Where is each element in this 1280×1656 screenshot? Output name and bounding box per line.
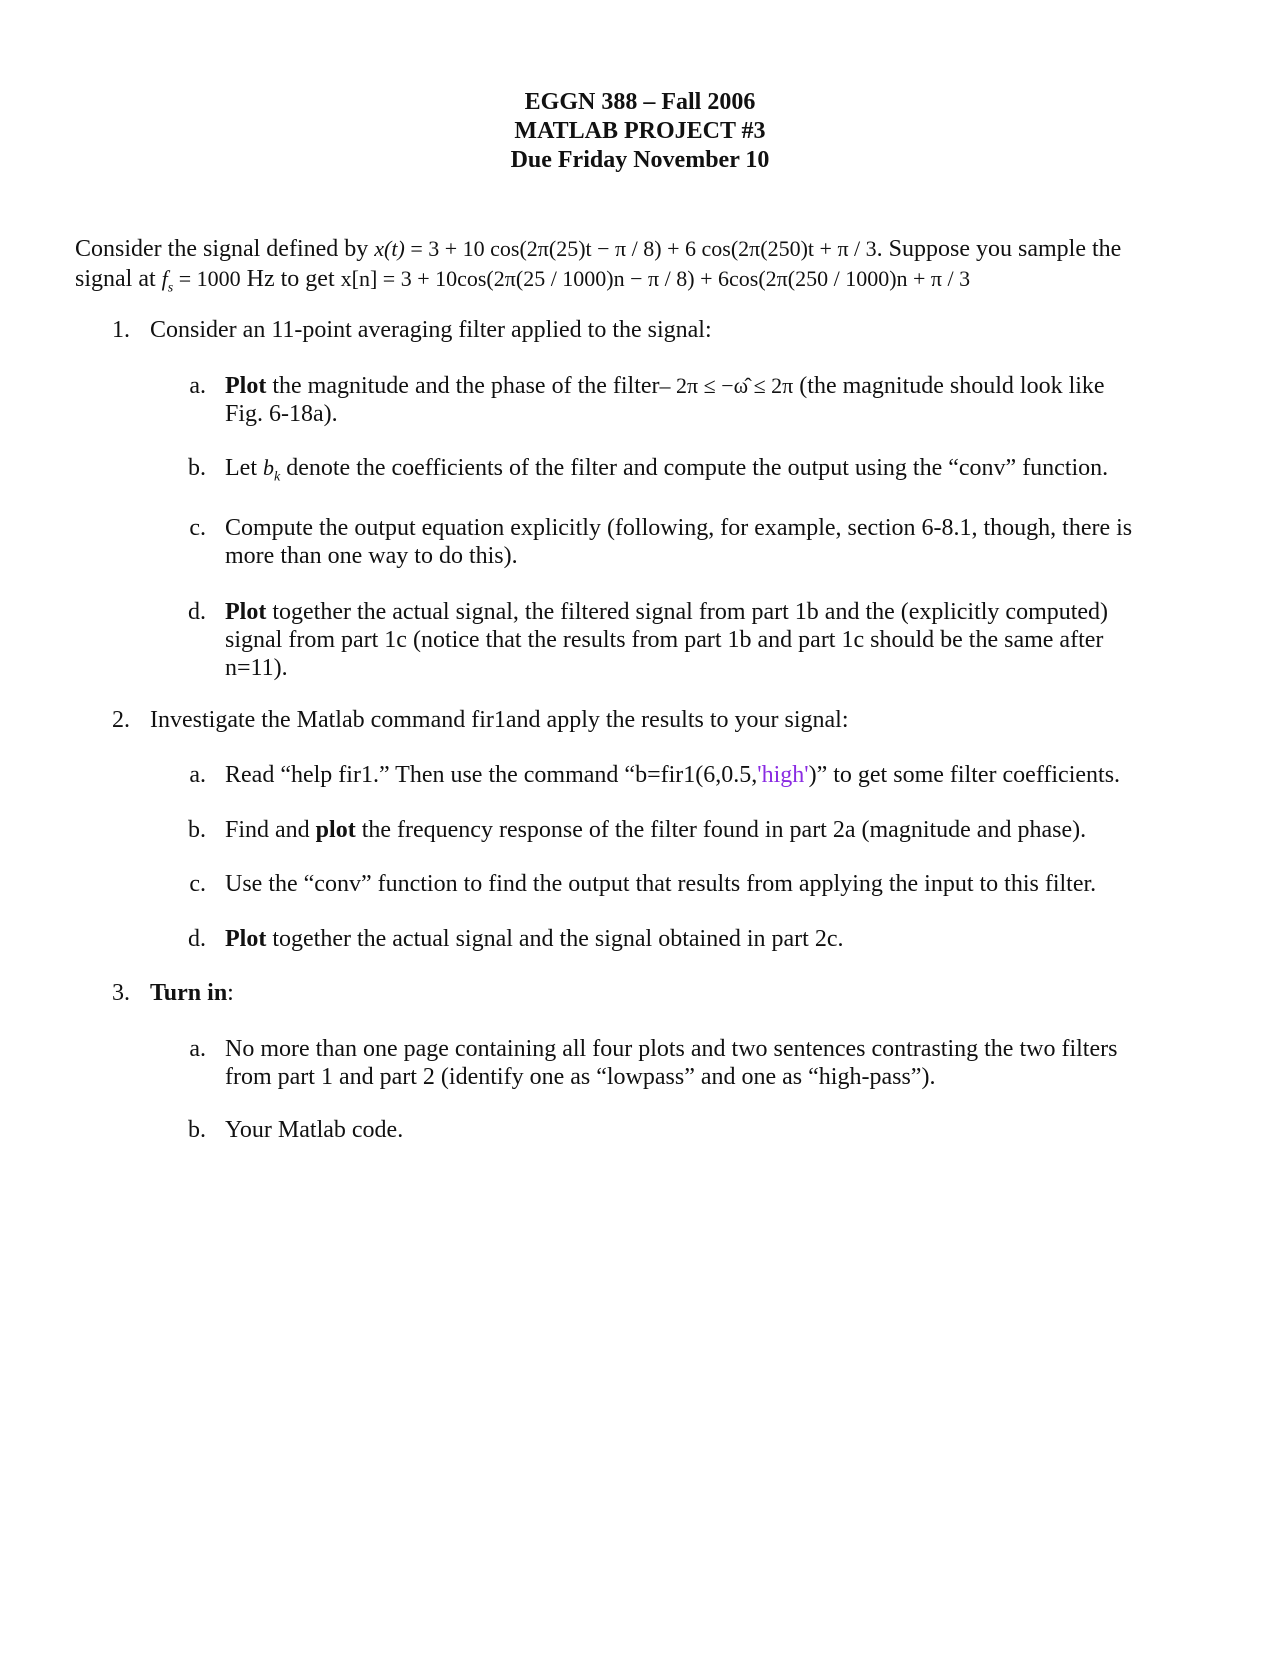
course-title: EGGN 388 – Fall 2006	[524, 89, 756, 115]
intro-paragraph	[75, 234, 1195, 302]
project-title: MATLAB PROJECT #3	[514, 118, 766, 144]
document-page: EGGN 388 – Fall 2006 MATLAB PROJECT #3 Due Friday November 10 Consider the signal defined by x(t) = 3 + 10 cos(2π(25)t − π / 8) + 6 cos(2π(250)t + π / 3. Suppose you sample the signal at $f_s = 1000$ Hz to get x[n] = 3 + 10cos(2π(25 / 1000)n − π / 8) + 6cos(2π(250 / 1000)n + π / 3 1. Consider an 11-point averaging filter applied to the signal: a. Plot the magnitude and the phase of the filter– 2π ≤ −ω̂ ≤ 2π (the magnitude should look like Fig. 6-18a). b. Let $b_k$ denote the coefficients of the filter and compute the output using the “conv” function. c. Compute the output equation explicitly (following, for example, section 6-8.1, though, there is more than one way to do this). d. Plot together the actual signal, the filtered signal from part 1b and the (explicitly computed) signal from part 1c (notice that the results from part 1b and part 1c should be the same after n=11). 2. Investigate the Matlab command fir1and apply the results to your signal: a. Read “help fir1.” Then use the command “b=fir1(6,0.5,'high')” to get some filter coefficients. b. Find and plot the frequency response of the filter found in part 2a (magnitude and phase). c. Use the “conv” function to find the output that results from applying the input to this filter. d. Plot together the actual signal and the signal obtained in part 2c. 3. Turn in: a. No more than one page containing all four plots and two sentences contrasting the two filters from part 1 and part 2 (identify one as “lowpass” and one as “high-pass”). b. Your Matlab code.	[0, 0, 1280, 1656]
signal-equation: x(t) = 3 + 10 cos(2π(25)t − π / 8) + 6 cos(2π(250)t + π / 3	[374, 236, 877, 261]
intro-line-1: Consider the signal defined by x(t) = 3 + 10 cos(2π(25)t − π / 8) + 6 cos(2π(250)t + π / 3. Suppose you sample the	[75, 236, 1122, 262]
due-date: Due Friday November 10	[510, 147, 770, 173]
matlab-string-high: 'high'	[757, 762, 809, 788]
sampled-signal-equation: x[n] = 3 + 10cos(2π(25 / 1000)n − π / 8) + 6cos(2π(250 / 1000)n + π / 3	[340, 266, 971, 291]
frequency-range: – 2π ≤ −ω̂ ≤ 2π	[659, 373, 794, 398]
sampling-frequency: $f_s = 1000$	[161, 266, 241, 296]
intro-line-2: signal at $f_s = 1000$ Hz to get x[n] = 3 + 10cos(2π(25 / 1000)n − π / 8) + 6cos(2π(250 / 1000)n + π / 3	[75, 266, 971, 296]
document-header	[0, 88, 1280, 175]
